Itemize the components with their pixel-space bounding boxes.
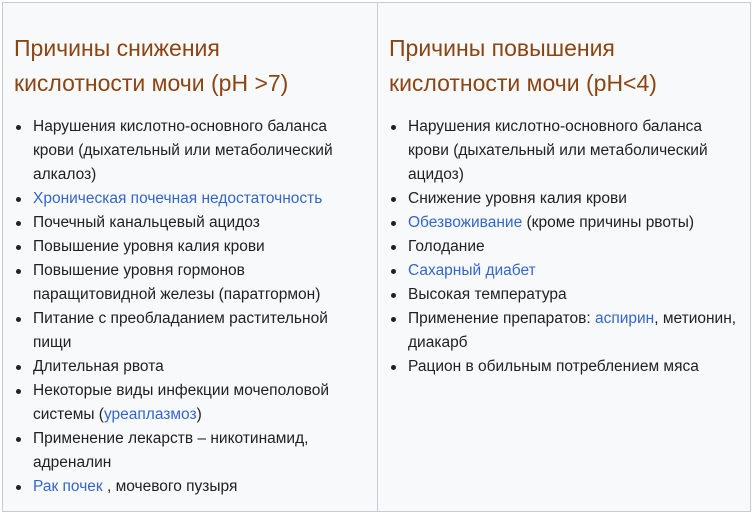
item-text: Голодание [408,238,485,255]
item-text: Нарушения кислотно-основного баланса крови (дыхательный или метаболический ацидоз) [408,118,708,183]
heading-line-1: Причины повышения [389,35,615,61]
list-item [14,379,367,427]
increase-causes-heading [389,31,740,101]
causes-table [2,2,751,512]
item-text: Применение препаратов: [408,310,595,327]
item-text: Повышение уровня гормонов паращитовидной железы (паратгормон) [33,262,321,303]
increase-causes-list [389,115,740,379]
item-text: Применение лекарств – никотинамид, адреналин [33,430,309,471]
chronic-renal-failure-link[interactable]: Хроническая почечная недостаточность [33,190,323,207]
heading-line-1: Причины снижения [14,35,220,61]
dehydration-link[interactable]: Обезвоживание [408,214,523,231]
decrease-causes-column [3,3,377,511]
item-text: Снижение уровня калия крови [408,190,627,207]
list-item [14,211,367,235]
heading-line-2: кислотности мочи (pH >7) [14,70,289,96]
list-item [14,475,367,499]
list-item [14,115,367,187]
list-item [389,355,740,379]
decrease-causes-list [14,115,367,499]
list-item [14,235,367,259]
list-item [14,259,367,307]
decrease-causes-heading [14,31,367,101]
item-text: Нарушения кислотно-основного баланса крови (дыхательный или метаболический алкалоз) [33,118,333,183]
item-text: Повышение уровня калия крови [33,238,265,255]
diabetes-link[interactable]: Сахарный диабет [408,262,536,279]
item-text: , мочевого пузыря [102,478,238,495]
list-item [389,235,740,259]
increase-causes-column [377,3,750,511]
kidney-cancer-link[interactable]: Рак почек [33,478,103,495]
list-item [14,187,367,211]
list-item [14,427,367,475]
heading-line-2: кислотности мочи (pH<4) [389,70,657,96]
list-item [389,307,740,355]
list-item [389,211,740,235]
item-text: Рацион в обильным потреблением мяса [408,358,699,375]
item-text: Высокая температура [408,286,567,303]
list-item [14,355,367,379]
item-text: Некоторые виды инфекции мочеполовой системы ( [33,382,330,423]
list-item [389,283,740,307]
list-item [389,187,740,211]
item-text: Питание с преобладанием растительной пищи [33,310,328,351]
list-item [14,307,367,355]
item-text: ) [196,406,202,423]
item-text: Почечный канальцевый ацидоз [33,214,260,231]
item-text: (кроме причины рвоты) [522,214,695,231]
item-text: , метионин, диакарб [408,310,737,351]
ureaplasmosis-link[interactable]: уреаплазмоз [103,406,197,423]
list-item [389,259,740,283]
list-item [389,115,740,187]
aspirin-link[interactable]: аспирин [594,310,655,327]
item-text: Длительная рвота [33,358,164,375]
